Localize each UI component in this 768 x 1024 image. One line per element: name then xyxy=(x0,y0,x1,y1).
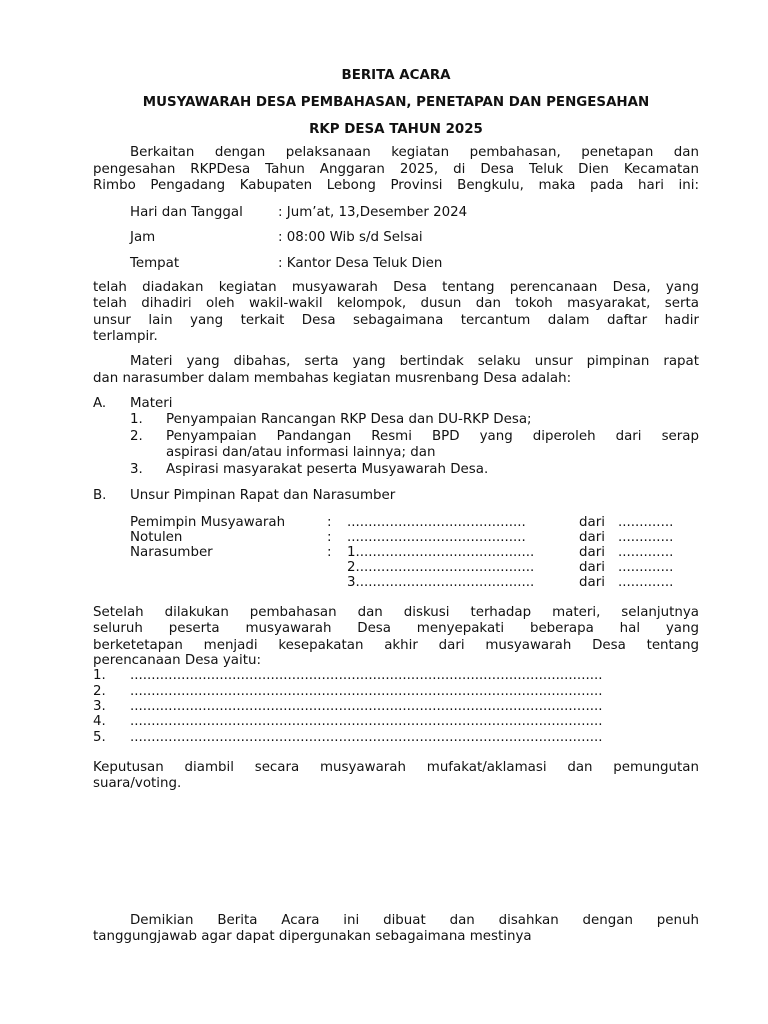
materi-intro-line: Materi yang dibahas, serta yang bertindak selaku unsur pimpinan rapat xyxy=(130,354,699,369)
dari-label: dari xyxy=(579,530,605,545)
list-number: 1. xyxy=(93,668,106,683)
agreement-line: Setelah dilakukan pembahasan dan diskusi terhadap materi, selanjutnya xyxy=(93,605,699,620)
section-title: Materi xyxy=(130,396,173,411)
agreement-blank: ............................................................................................................... xyxy=(130,684,603,699)
origin-blank: ............. xyxy=(618,560,674,575)
schedule-label: Hari dan Tanggal xyxy=(130,205,243,220)
list-number: 3. xyxy=(130,462,143,477)
list-item: Aspirasi masyarakat peserta Musyawarah Desa. xyxy=(166,462,489,477)
role-label: Narasumber xyxy=(130,545,213,560)
document-subtitle: MUSYAWARAH DESA PEMBAHASAN, PENETAPAN DAN PENGESAHAN xyxy=(142,95,650,110)
schedule-label: Tempat xyxy=(130,256,180,271)
origin-blank: ............. xyxy=(618,575,674,590)
closing-line: Demikian Berita Acara ini dibuat dan disahkan dengan penuh xyxy=(130,913,699,928)
decision-line: Keputusan diambil secara musyawarah mufakat/aklamasi dan pemungutan xyxy=(93,760,699,775)
list-number: 2. xyxy=(130,429,143,444)
name-blank: 1.......................................... xyxy=(347,545,535,560)
origin-blank: ............. xyxy=(618,530,674,545)
origin-blank: ............. xyxy=(618,515,674,530)
role-colon: : xyxy=(327,530,332,545)
dari-label: dari xyxy=(579,515,605,530)
agreement-blank: ............................................................................................................... xyxy=(130,668,603,683)
dari-label: dari xyxy=(579,560,605,575)
held-line: terlampir. xyxy=(93,329,158,344)
list-number: 4. xyxy=(93,714,106,729)
closing-line: tanggungjawab agar dapat dipergunakan sebagaimana mestinya xyxy=(93,929,532,944)
role-label: Pemimpin Musyawarah xyxy=(130,515,286,530)
name-blank: 3.......................................... xyxy=(347,575,535,590)
name-blank: .......................................... xyxy=(347,515,526,530)
materi-intro-line: dan narasumber dalam membahas kegiatan musrenbang Desa adalah: xyxy=(93,371,572,386)
held-line: unsur lain yang terkait Desa sebagaimana tercantum dalam daftar hadir xyxy=(93,313,699,328)
list-number: 2. xyxy=(93,684,106,699)
role-colon: : xyxy=(327,545,332,560)
section-title: Unsur Pimpinan Rapat dan Narasumber xyxy=(130,488,396,503)
decision-line: suara/voting. xyxy=(93,776,182,791)
list-number: 3. xyxy=(93,699,106,714)
section-letter: A. xyxy=(93,396,107,411)
held-line: telah dihadiri oleh wakil-wakil kelompok, dusun dan tokoh masyarakat, serta xyxy=(93,296,699,311)
intro-line: Rimbo Pengadang Kabupaten Lebong Provinsi Bengkulu, maka pada hari ini: xyxy=(93,178,699,193)
role-colon: : xyxy=(327,515,332,530)
schedule-label: Jam xyxy=(130,230,156,245)
list-number: 5. xyxy=(93,730,106,745)
name-blank: 2.......................................... xyxy=(347,560,535,575)
list-number: 1. xyxy=(130,412,143,427)
agreement-line: seluruh peserta musyawarah Desa menyepakati beberapa hal yang xyxy=(93,621,699,636)
intro-line: Berkaitan dengan pelaksanaan kegiatan pembahasan, penetapan dan xyxy=(130,145,699,160)
name-blank: .......................................... xyxy=(347,530,526,545)
agreement-blank: ............................................................................................................... xyxy=(130,699,603,714)
agreement-line: berketetapan menjadi kesepakatan akhir dari musyawarah Desa tentang xyxy=(93,638,699,653)
origin-blank: ............. xyxy=(618,545,674,560)
section-letter: B. xyxy=(93,488,107,503)
list-item-continuation: aspirasi dan/atau informasi lainnya; dan xyxy=(166,445,436,460)
intro-line: pengesahan RKPDesa Tahun Anggaran 2025, di Desa Teluk Dien Kecamatan xyxy=(93,162,699,177)
document-subtitle-year: RKP DESA TAHUN 2025 xyxy=(309,122,483,137)
schedule-value: : Jum’at, 13,Desember 2024 xyxy=(278,205,468,220)
dari-label: dari xyxy=(579,575,605,590)
agreement-blank: ............................................................................................................... xyxy=(130,730,603,745)
held-line: telah diadakan kegiatan musyawarah Desa tentang perencanaan Desa, yang xyxy=(93,280,699,295)
schedule-value: : 08:00 Wib s/d Selsai xyxy=(278,230,423,245)
agreement-line: perencanaan Desa yaitu: xyxy=(93,653,261,668)
dari-label: dari xyxy=(579,545,605,560)
document-title: BERITA ACARA xyxy=(341,68,451,83)
agreement-blank: ............................................................................................................... xyxy=(130,714,603,729)
list-item: Penyampaian Pandangan Resmi BPD yang diperoleh dari serap xyxy=(166,429,699,444)
list-item: Penyampaian Rancangan RKP Desa dan DU-RKP Desa; xyxy=(166,412,532,427)
role-label: Notulen xyxy=(130,530,183,545)
schedule-value: : Kantor Desa Teluk Dien xyxy=(278,256,443,271)
